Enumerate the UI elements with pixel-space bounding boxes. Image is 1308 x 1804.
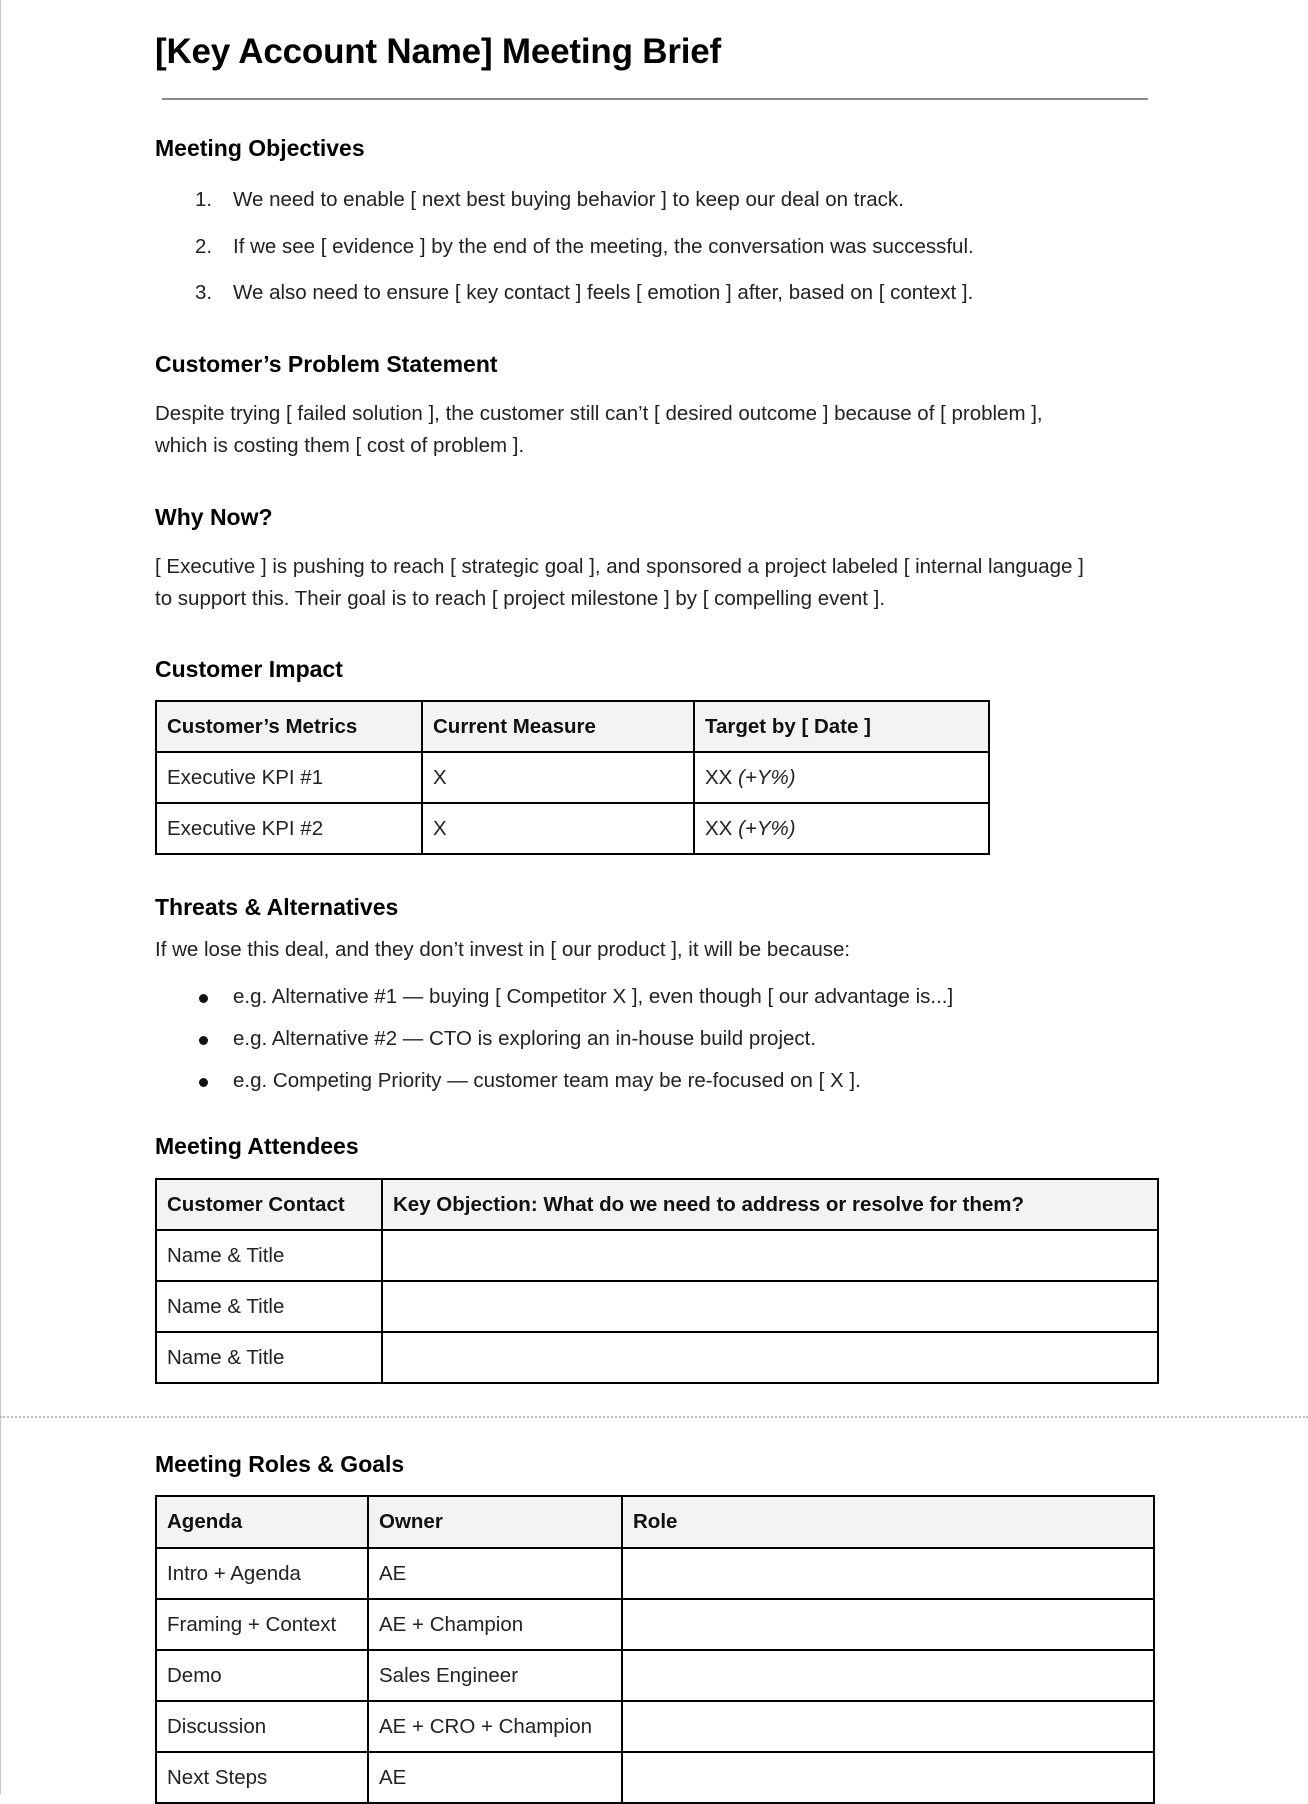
target-change: (+Y%) <box>738 816 796 840</box>
bullet-icon <box>199 1078 208 1087</box>
owner-cell[interactable]: Sales Engineer <box>368 1650 622 1701</box>
contact-cell[interactable]: Name & Title <box>156 1332 382 1383</box>
table-row <box>156 1599 1154 1650</box>
table-row <box>156 1548 1154 1599</box>
problem-line: Despite trying [ failed solution ], the customer still can’t [ desired outcome ] because of [ problem ], <box>155 402 1043 425</box>
impact-table[interactable] <box>155 700 990 855</box>
objection-cell[interactable] <box>382 1230 1158 1281</box>
objectives-heading: Meeting Objectives <box>155 135 365 161</box>
list-number: 2. <box>195 235 213 258</box>
objective-text: We need to enable [ next best buying behavior ] to keep our deal on track. <box>233 188 904 211</box>
column-header: Current Measure <box>422 701 694 752</box>
contact-cell[interactable]: Name & Title <box>156 1230 382 1281</box>
bullet-icon <box>199 994 208 1003</box>
attendees-table[interactable] <box>155 1178 1159 1384</box>
column-header: Customer’s Metrics <box>156 701 422 752</box>
horizontal-rule <box>162 98 1148 100</box>
threat-text: e.g. Alternative #1 — buying [ Competitor X ], even though [ our advantage is...] <box>233 985 954 1008</box>
column-header: Customer Contact <box>156 1179 382 1230</box>
metric-cell[interactable]: Executive KPI #1 <box>156 752 422 803</box>
roles-heading: Meeting Roles & Goals <box>155 1451 405 1477</box>
column-header: Key Objection: What do we need to address or resolve for them? <box>382 1179 1158 1230</box>
owner-cell[interactable]: AE <box>368 1752 622 1803</box>
target-value: XX <box>705 816 733 840</box>
metric-cell[interactable]: Executive KPI #2 <box>156 803 422 854</box>
threat-text: e.g. Competing Priority — customer team may be re-focused on [ X ]. <box>233 1069 861 1092</box>
bullet-icon <box>199 1036 208 1045</box>
why-now-line: [ Executive ] is pushing to reach [ strategic goal ], and sponsored a project labeled [ internal language ] <box>155 555 1084 578</box>
objection-cell[interactable] <box>382 1332 1158 1383</box>
table-row <box>156 803 989 854</box>
owner-cell[interactable]: AE <box>368 1548 622 1599</box>
table-header-row <box>156 1179 1158 1230</box>
problem-heading: Customer’s Problem Statement <box>155 351 498 377</box>
impact-heading: Customer Impact <box>155 656 343 682</box>
objective-text: We also need to ensure [ key contact ] feels [ emotion ] after, based on [ context ]. <box>233 281 974 304</box>
column-header: Owner <box>368 1496 622 1548</box>
contact-cell[interactable]: Name & Title <box>156 1281 382 1332</box>
current-measure-cell[interactable]: X <box>422 803 694 854</box>
attendees-heading: Meeting Attendees <box>155 1133 359 1159</box>
why-now-paragraph[interactable] <box>155 551 1084 615</box>
column-header: Agenda <box>156 1496 368 1548</box>
problem-paragraph[interactable] <box>155 398 1043 462</box>
table-row <box>156 1650 1154 1701</box>
page-break <box>0 1416 1308 1418</box>
role-cell[interactable] <box>622 1752 1154 1803</box>
table-header-row <box>156 1496 1154 1548</box>
objective-text: If we see [ evidence ] by the end of the meeting, the conversation was successful. <box>233 235 974 258</box>
column-header: Target by [ Date ] <box>694 701 989 752</box>
table-row <box>156 1752 1154 1803</box>
page-edge <box>0 0 1 1794</box>
agenda-cell[interactable]: Framing + Context <box>156 1599 368 1650</box>
current-measure-cell[interactable]: X <box>422 752 694 803</box>
list-number: 3. <box>195 281 213 304</box>
target-cell[interactable] <box>694 752 989 803</box>
agenda-cell[interactable]: Intro + Agenda <box>156 1548 368 1599</box>
threats-intro[interactable]: If we lose this deal, and they don’t invest in [ our product ], it will be because: <box>155 938 851 961</box>
role-cell[interactable] <box>622 1701 1154 1752</box>
target-value: XX <box>705 765 733 789</box>
column-header: Role <box>622 1496 1154 1548</box>
agenda-cell[interactable]: Discussion <box>156 1701 368 1752</box>
why-now-line: to support this. Their goal is to reach [ project milestone ] by [ compelling event ]. <box>155 587 886 610</box>
owner-cell[interactable]: AE + Champion <box>368 1599 622 1650</box>
list-number: 1. <box>195 188 213 211</box>
why-now-heading: Why Now? <box>155 504 273 530</box>
target-change: (+Y%) <box>732 765 796 789</box>
table-row <box>156 1281 1158 1332</box>
threats-heading: Threats & Alternatives <box>155 894 399 920</box>
document-title[interactable]: [Key Account Name] Meeting Brief <box>155 32 722 71</box>
table-header-row <box>156 701 989 752</box>
role-cell[interactable] <box>622 1599 1154 1650</box>
table-row <box>156 752 989 803</box>
agenda-cell[interactable]: Demo <box>156 1650 368 1701</box>
table-row <box>156 1332 1158 1383</box>
table-row <box>156 1701 1154 1752</box>
table-row <box>156 1230 1158 1281</box>
target-cell[interactable] <box>694 803 989 854</box>
agenda-cell[interactable]: Next Steps <box>156 1752 368 1803</box>
threat-text: e.g. Alternative #2 — CTO is exploring an in-house build project. <box>233 1027 817 1050</box>
role-cell[interactable] <box>622 1650 1154 1701</box>
problem-line: which is costing them [ cost of problem ]. <box>155 434 525 457</box>
role-cell[interactable] <box>622 1548 1154 1599</box>
roles-table[interactable] <box>155 1495 1155 1804</box>
owner-cell[interactable]: AE + CRO + Champion <box>368 1701 622 1752</box>
objection-cell[interactable] <box>382 1281 1158 1332</box>
